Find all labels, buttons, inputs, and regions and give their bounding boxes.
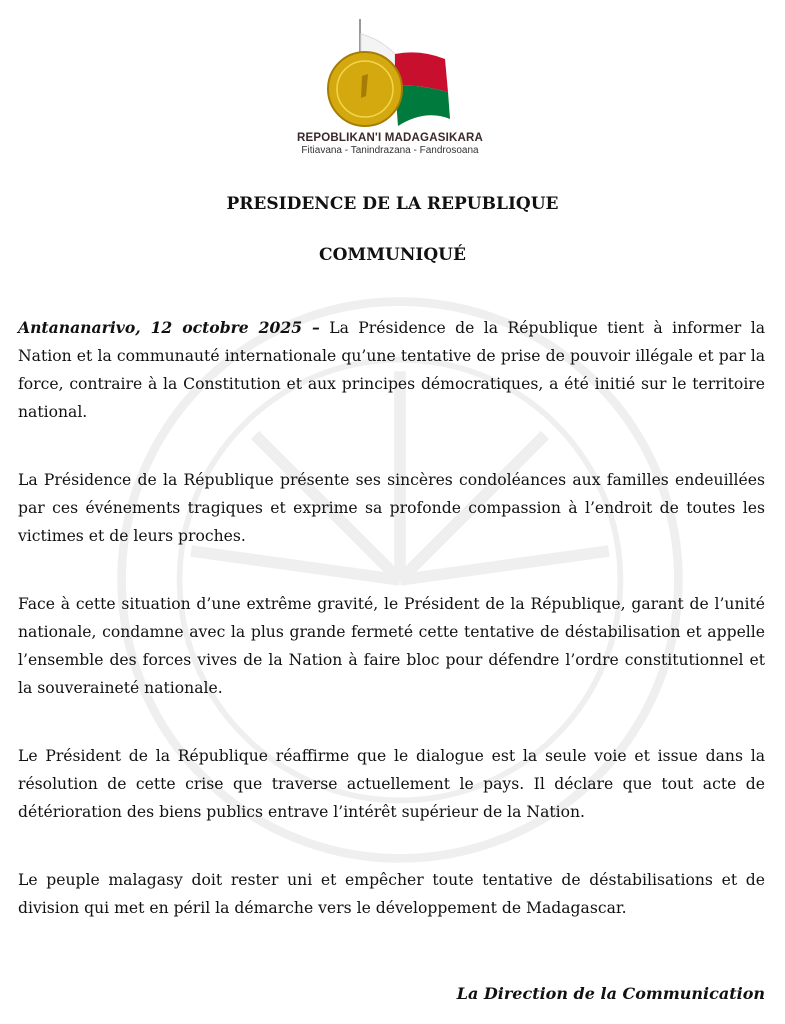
paragraph-5: Le peuple malagasy doit rester uni et empêcher toute tentative de déstabilisations et de division qui met en péril la démarche vers le développement de Madagascar. xyxy=(18,871,765,917)
document-subtitle: COMMUNIQUÉ xyxy=(319,245,466,265)
motto: Fitiavana - Tanindrazana - Fandrosoana xyxy=(301,145,479,156)
paragraph-1: Antananarivo, 12 octobre 2025 – La Présidence de la République tient à informer la Nation et la communauté internationale qu’une tentative de prise de pouvoir illégale et par la force, contraire à la Constitution et aux principes démocratiques, a été initié sur le territoire national. xyxy=(18,318,765,421)
country-name: REPOBLIKAN'I MADAGASIKARA xyxy=(297,132,483,144)
document-title: PRESIDENCE DE LA REPUBLIQUE xyxy=(226,194,559,214)
paragraph-3: Face à cette situation d’une extrême gravité, le Président de la République, garant de l’unité nationale, condamne avec la plus grande fermeté cette tentative de déstabilisation et appelle l’ensemble des forces vives de la Nation à faire bloc pour défendre l’ordre constitutionnel et la souveraineté nationale. xyxy=(18,595,765,697)
signature: La Direction de la Communication xyxy=(456,984,765,1003)
dateline: Antananarivo, 12 octobre 2025 – xyxy=(18,318,320,337)
paragraph-2: La Présidence de la République présente ses sincères condoléances aux familles endeuillées par ces événements tragiques et exprime sa profonde compassion à l’endroit de toutes les victimes et de leurs proches. xyxy=(18,471,765,545)
communique-body xyxy=(18,314,765,962)
paragraph-4: Le Président de la République réaffirme que le dialogue est la seule voie et issue dans la résolution de cette crise que traverse actuellement le pays. Il déclare que tout acte de détérioration des biens publics entrave l’intérêt supérieur de la Nation. xyxy=(18,747,765,821)
country-header xyxy=(290,132,490,156)
